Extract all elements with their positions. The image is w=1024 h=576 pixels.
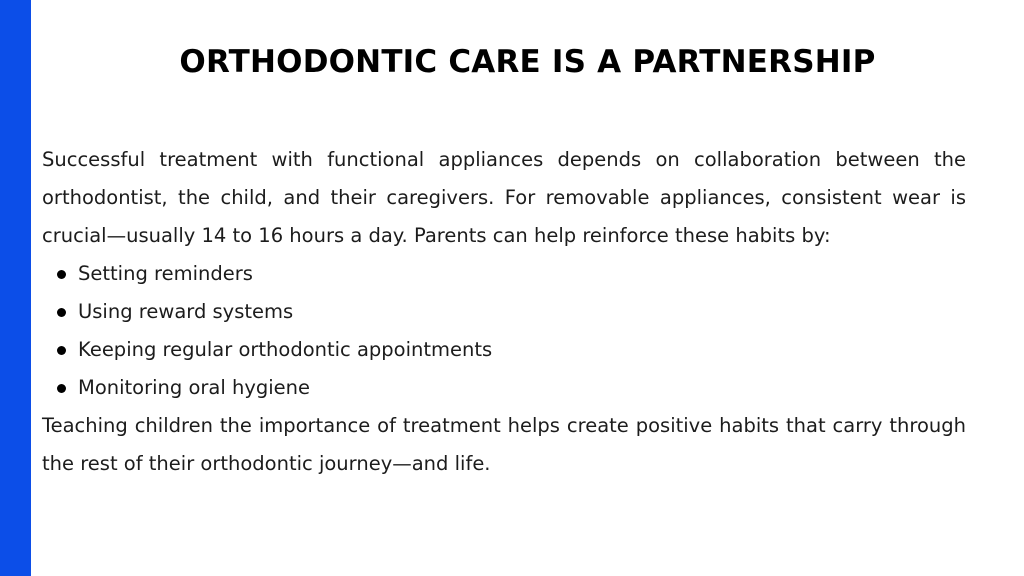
bullet-icon (57, 346, 66, 355)
list-item (42, 293, 966, 331)
list-item-text: Setting reminders (78, 262, 253, 285)
bullet-icon (57, 308, 66, 317)
slide-title: ORTHODONTIC CARE IS A PARTNERSHIP (179, 44, 876, 80)
closing-paragraph: Teaching children the importance of treatment helps create positive habits that carry through the rest of their orthodontic journey—and life. (42, 414, 966, 475)
bullet-icon (57, 270, 66, 279)
slide-body (42, 141, 966, 483)
list-item (42, 331, 966, 369)
list-item-text: Monitoring oral hygiene (78, 376, 311, 399)
list-item-text: Keeping regular orthodontic appointments (78, 338, 493, 361)
intro-paragraph: Successful treatment with functional appliances depends on collaboration between the orthodontist, the child, and their caregivers. For removable appliances, consistent wear is crucial—usually 14 to 16 hours a day. Parents can help reinforce these habits by: (42, 148, 966, 247)
list-item (42, 255, 966, 293)
accent-bar (0, 0, 31, 576)
list-item-text: Using reward systems (78, 300, 294, 323)
list-item (42, 369, 966, 407)
bullet-icon (57, 384, 66, 393)
habit-list (42, 255, 966, 407)
